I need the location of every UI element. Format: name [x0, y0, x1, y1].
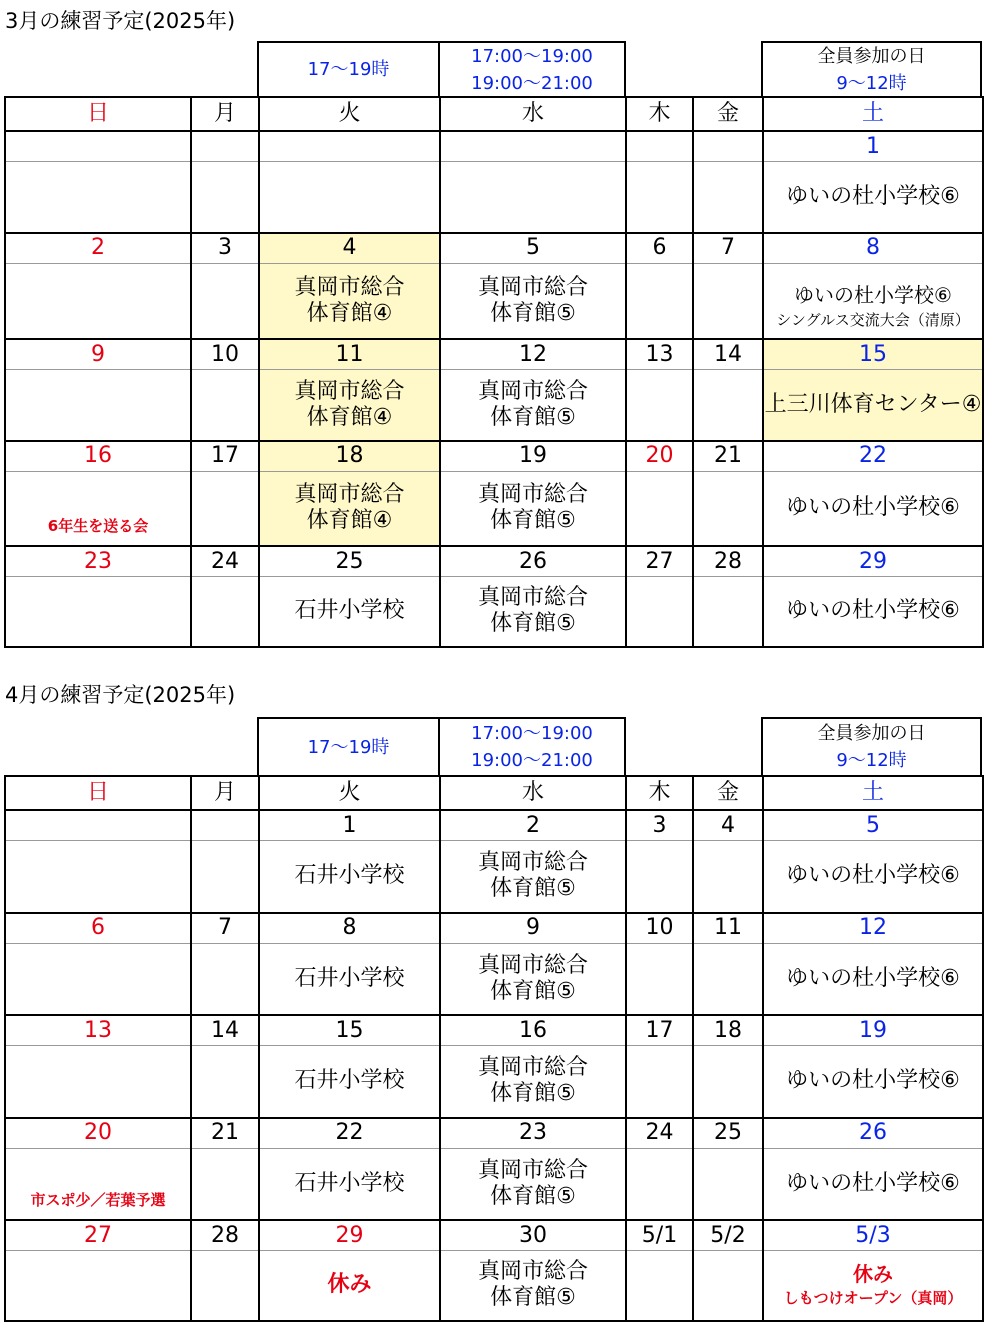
date-cell-sun: 23	[5, 546, 191, 577]
march-weekday-row	[5, 97, 983, 131]
detail-cell	[626, 1046, 693, 1118]
april-wed-time-header	[438, 717, 626, 777]
april-week1-dates	[5, 810, 983, 841]
detail-cell	[191, 1046, 259, 1118]
detail-cell	[626, 263, 693, 339]
march-sat-header-label: 全員参加の日	[817, 45, 926, 67]
detail-cell	[5, 841, 191, 913]
detail-cell	[5, 943, 191, 1015]
march-calendar	[4, 96, 984, 648]
detail-cell	[5, 162, 191, 233]
sat-venue: ゆいの杜小学校⑥	[763, 162, 983, 233]
tue-venue	[259, 263, 440, 339]
date-cell: 11	[259, 339, 440, 370]
date-cell: 22	[259, 1118, 440, 1149]
date-cell-sat: 29	[763, 546, 983, 577]
venue-line: 真岡市総合	[477, 274, 588, 300]
detail-cell	[5, 577, 191, 647]
date-cell-sat: 5/3	[763, 1220, 983, 1251]
date-cell: 4	[693, 810, 763, 841]
april-sat-time: 9～12時	[836, 750, 907, 771]
date-cell: 9	[440, 913, 626, 944]
march-week3-details	[5, 370, 983, 441]
date-cell: 18	[259, 441, 440, 472]
wed-venue	[440, 370, 626, 441]
date-cell-sun: 6	[5, 913, 191, 944]
wed-venue	[440, 263, 626, 339]
wed-venue	[440, 841, 626, 913]
detail-cell	[626, 841, 693, 913]
date-cell: 24	[626, 1118, 693, 1149]
date-cell: 5/2	[693, 1220, 763, 1251]
date-cell: 6	[626, 233, 693, 264]
march-wed-time-header	[438, 41, 626, 98]
april-calendar	[4, 775, 984, 1322]
date-cell: 7	[191, 913, 259, 944]
date-cell: 18	[693, 1015, 763, 1046]
date-cell: 5/1	[626, 1220, 693, 1251]
weekday-fri: 金	[693, 776, 763, 810]
wed-venue	[440, 471, 626, 546]
april-week5-dates	[5, 1220, 983, 1251]
wed-venue	[440, 1046, 626, 1118]
date-cell: 7	[693, 233, 763, 264]
weekday-sat: 土	[763, 776, 983, 810]
venue-line: 真岡市総合	[477, 585, 588, 611]
weekday-mon: 月	[191, 97, 259, 131]
detail-cell	[5, 1046, 191, 1118]
march-sat-header	[761, 41, 982, 98]
date-cell: 3	[626, 810, 693, 841]
venue-line: 真岡市総合	[477, 952, 588, 978]
date-cell-sat: 15	[763, 339, 983, 370]
date-cell-holiday: 20	[626, 441, 693, 472]
sat-venue: ゆいの杜小学校⑥	[763, 841, 983, 913]
sun-event	[5, 1148, 191, 1220]
venue-line: 体育館⑤	[490, 1285, 576, 1311]
detail-cell	[5, 370, 191, 441]
date-cell-sun: 9	[5, 339, 191, 370]
march-week5-details	[5, 577, 983, 647]
venue-line: 真岡市総合	[294, 274, 405, 300]
march-sat-time: 9～12時	[836, 72, 907, 94]
venue-line: 真岡市総合	[477, 482, 588, 508]
venue-line: 真岡市総合	[294, 378, 405, 404]
date-cell: 13	[626, 339, 693, 370]
date-cell: 28	[191, 1220, 259, 1251]
date-cell: 4	[259, 233, 440, 264]
detail-cell	[626, 577, 693, 647]
date-cell	[191, 810, 259, 841]
march-week2-dates	[5, 233, 983, 264]
sat-venue: ゆいの杜小学校⑥	[763, 1148, 983, 1220]
date-cell: 3	[191, 233, 259, 264]
march-title: 3月の練習予定(2025年)	[5, 9, 236, 33]
sat-venue	[763, 263, 983, 339]
date-cell-sat: 8	[763, 233, 983, 264]
detail-cell	[626, 370, 693, 441]
sat-venue: ゆいの杜小学校⑥	[763, 1046, 983, 1118]
date-cell: 23	[440, 1118, 626, 1149]
date-cell: 16	[440, 1015, 626, 1046]
april-week1-details	[5, 841, 983, 913]
date-cell: 30	[440, 1220, 626, 1251]
venue-line: 真岡市総合	[477, 1055, 588, 1081]
detail-cell	[693, 841, 763, 913]
detail-cell	[693, 263, 763, 339]
weekday-tue: 火	[259, 97, 440, 131]
march-week1-dates	[5, 131, 983, 162]
tue-venue: 石井小学校	[259, 841, 440, 913]
date-cell	[259, 131, 440, 162]
april-sat-header	[761, 717, 982, 777]
detail-cell	[191, 1251, 259, 1321]
detail-cell	[626, 162, 693, 233]
april-week3-dates	[5, 1015, 983, 1046]
date-cell: 12	[440, 339, 626, 370]
detail-cell	[693, 1046, 763, 1118]
weekday-wed: 水	[440, 776, 626, 810]
april-week2-details	[5, 943, 983, 1015]
date-cell: 8	[259, 913, 440, 944]
tue-venue: 石井小学校	[259, 1148, 440, 1220]
detail-cell	[440, 162, 626, 233]
date-cell: 25	[693, 1118, 763, 1149]
detail-cell	[5, 1251, 191, 1321]
venue-line: 真岡市総合	[477, 1157, 588, 1183]
detail-cell	[191, 162, 259, 233]
tue-venue: 石井小学校	[259, 1046, 440, 1118]
detail-cell	[191, 263, 259, 339]
march-week1-details	[5, 162, 983, 233]
venue-line: 体育館⑤	[490, 1081, 576, 1107]
april-week4-dates	[5, 1118, 983, 1149]
detail-cell	[626, 471, 693, 546]
march-tue-time: 17～19時	[307, 59, 390, 80]
event-note: しもつけオープン（真岡）	[783, 1289, 963, 1308]
date-cell: 21	[693, 441, 763, 472]
date-cell-sun: 13	[5, 1015, 191, 1046]
sat-off	[763, 1251, 983, 1321]
weekday-mon: 月	[191, 776, 259, 810]
venue-line: 体育館⑤	[490, 876, 576, 902]
date-cell: 21	[191, 1118, 259, 1149]
april-title: 4月の練習予定(2025年)	[5, 683, 236, 707]
detail-cell	[626, 1148, 693, 1220]
venue-line: 真岡市総合	[294, 482, 405, 508]
date-cell: 14	[693, 339, 763, 370]
april-wed-time-2: 19:00～21:00	[471, 750, 593, 771]
wed-venue	[440, 1251, 626, 1321]
detail-cell	[5, 263, 191, 339]
detail-cell	[191, 370, 259, 441]
venue-line: 体育館⑤	[490, 404, 576, 430]
venue-line: 体育館④	[306, 300, 393, 326]
venue-line: ゆいの杜小学校⑥	[794, 282, 952, 307]
detail-cell	[626, 1251, 693, 1321]
april-wed-time-1: 17:00～19:00	[471, 723, 593, 744]
april-weekday-row	[5, 776, 983, 810]
date-cell: 24	[191, 546, 259, 577]
date-cell: 1	[259, 810, 440, 841]
venue-line: 体育館⑤	[490, 1183, 576, 1209]
detail-cell	[191, 1148, 259, 1220]
date-cell-holiday: 29	[259, 1220, 440, 1251]
march-week4-dates	[5, 441, 983, 472]
event-note: 市スポ少／若葉予選	[30, 1191, 166, 1209]
date-cell: 19	[440, 441, 626, 472]
date-cell-sat: 5	[763, 810, 983, 841]
march-week4-details	[5, 471, 983, 546]
venue-line: 体育館⑤	[490, 508, 576, 534]
detail-cell	[693, 471, 763, 546]
april-tue-time: 17～19時	[307, 736, 390, 758]
venue-line: 体育館④	[306, 404, 393, 430]
event-note: 6年生を送る会	[47, 517, 149, 535]
tue-venue	[259, 370, 440, 441]
date-cell: 5	[440, 233, 626, 264]
detail-cell	[693, 162, 763, 233]
event-note: シングルス交流大会（清原）	[776, 310, 970, 329]
wed-venue	[440, 943, 626, 1015]
april-tue-time-header	[257, 717, 440, 777]
april-sat-header-label: 全員参加の日	[817, 723, 926, 744]
date-cell-sun: 20	[5, 1118, 191, 1149]
venue-line: 真岡市総合	[477, 1259, 588, 1285]
weekday-thu: 木	[626, 97, 693, 131]
tue-venue: 石井小学校	[259, 943, 440, 1015]
march-week3-dates	[5, 339, 983, 370]
venue-line: 体育館⑤	[490, 300, 576, 326]
march-week2-details	[5, 263, 983, 339]
date-cell: 17	[191, 441, 259, 472]
date-cell	[5, 810, 191, 841]
date-cell	[440, 131, 626, 162]
date-cell: 10	[626, 913, 693, 944]
date-cell-sat: 26	[763, 1118, 983, 1149]
date-cell-sat: 12	[763, 913, 983, 944]
date-cell: 27	[626, 546, 693, 577]
detail-cell	[626, 943, 693, 1015]
sat-off-label: 休み	[853, 1262, 893, 1287]
sat-venue: ゆいの杜小学校⑥	[763, 471, 983, 546]
weekday-tue: 火	[259, 776, 440, 810]
date-cell-sun: 16	[5, 441, 191, 472]
detail-cell	[259, 162, 440, 233]
weekday-fri: 金	[693, 97, 763, 131]
date-cell-sun: 27	[5, 1220, 191, 1251]
sat-venue: ゆいの杜小学校⑥	[763, 577, 983, 647]
date-cell	[626, 131, 693, 162]
date-cell-sat: 19	[763, 1015, 983, 1046]
date-cell: 10	[191, 339, 259, 370]
weekday-sun: 日	[5, 776, 191, 810]
venue-line: 体育館⑤	[490, 611, 576, 637]
date-cell: 26	[440, 546, 626, 577]
venue-line: 体育館④	[306, 508, 393, 534]
date-cell: 14	[191, 1015, 259, 1046]
date-cell: 17	[626, 1015, 693, 1046]
date-cell-sat: 1	[763, 131, 983, 162]
date-cell: 15	[259, 1015, 440, 1046]
tue-venue	[259, 471, 440, 546]
weekday-sun: 日	[5, 97, 191, 131]
march-week5-dates	[5, 546, 983, 577]
wed-venue	[440, 1148, 626, 1220]
detail-cell	[191, 471, 259, 546]
sat-venue: ゆいの杜小学校⑥	[763, 943, 983, 1015]
april-week3-details	[5, 1046, 983, 1118]
detail-cell	[693, 577, 763, 647]
date-cell-sun: 2	[5, 233, 191, 264]
date-cell: 11	[693, 913, 763, 944]
detail-cell	[693, 1148, 763, 1220]
sun-event	[5, 471, 191, 546]
detail-cell	[191, 577, 259, 647]
date-cell: 25	[259, 546, 440, 577]
march-tue-time-header	[257, 41, 440, 98]
venue-line: 体育館⑤	[490, 978, 576, 1004]
date-cell: 2	[440, 810, 626, 841]
sat-venue: 上三川体育センター④	[763, 370, 983, 441]
date-cell: 28	[693, 546, 763, 577]
date-cell	[693, 131, 763, 162]
march-wed-time-1: 17:00～19:00	[471, 45, 593, 67]
date-cell	[191, 131, 259, 162]
detail-cell	[693, 370, 763, 441]
weekday-sat: 土	[763, 97, 983, 131]
wed-venue	[440, 577, 626, 647]
april-week2-dates	[5, 913, 983, 944]
venue-line: 真岡市総合	[477, 378, 588, 404]
weekday-thu: 木	[626, 776, 693, 810]
tue-off-label: 休み	[259, 1251, 440, 1321]
tue-venue: 石井小学校	[259, 577, 440, 647]
march-wed-time-2: 19:00～21:00	[471, 72, 593, 94]
detail-cell	[693, 943, 763, 1015]
detail-cell	[191, 943, 259, 1015]
venue-line: 真岡市総合	[477, 850, 588, 876]
detail-cell	[191, 841, 259, 913]
april-week4-details	[5, 1148, 983, 1220]
weekday-wed: 水	[440, 97, 626, 131]
date-cell	[5, 131, 191, 162]
detail-cell	[693, 1251, 763, 1321]
date-cell-sat: 22	[763, 441, 983, 472]
april-week5-details	[5, 1251, 983, 1321]
